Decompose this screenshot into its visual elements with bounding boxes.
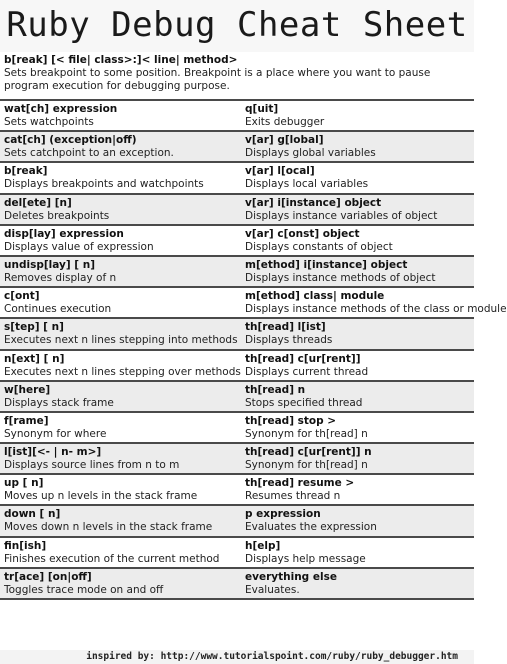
left-entry bbox=[0, 101, 237, 130]
right-entry bbox=[237, 132, 474, 161]
table-row bbox=[0, 257, 474, 288]
command-description: Removes display of n bbox=[4, 271, 117, 284]
command-description: Displays breakpoints and watchpoints bbox=[4, 178, 204, 191]
command-text: f[rame] bbox=[4, 414, 49, 427]
command-text: v[ar] g[lobal] bbox=[245, 134, 324, 147]
command-description: Synonym for th[read] n bbox=[245, 459, 368, 472]
command-description: Moves down n levels in the stack frame bbox=[4, 521, 213, 534]
command-description: Displays stack frame bbox=[4, 396, 114, 409]
left-entry bbox=[0, 538, 237, 567]
command-text: fin[ish] bbox=[4, 539, 47, 552]
command-text: down [ n] bbox=[4, 508, 61, 521]
command-text: undisp[lay] [ n] bbox=[4, 258, 96, 271]
command-text: b[reak] bbox=[4, 165, 48, 178]
command-text: th[read] resume > bbox=[245, 477, 355, 490]
table-row bbox=[0, 506, 474, 537]
command-text: l[ist][<- | n- m>] bbox=[4, 446, 102, 459]
left-entry bbox=[0, 413, 237, 442]
right-entry bbox=[237, 506, 474, 535]
left-entry bbox=[0, 163, 237, 192]
command-description: Displays local variables bbox=[245, 178, 369, 191]
entry-break bbox=[0, 52, 474, 101]
command-text: w[here] bbox=[4, 383, 51, 396]
left-entry bbox=[0, 382, 237, 411]
command-text: up [ n] bbox=[4, 477, 44, 490]
command-description: Sets catchpoint to an exception. bbox=[4, 147, 174, 160]
command-text: th[read] l[ist] bbox=[245, 321, 326, 334]
command-text: n[ext] [ n] bbox=[4, 352, 65, 365]
command-description: Displays instance methods of the class or module bbox=[245, 303, 507, 316]
table-row bbox=[0, 195, 474, 226]
command-text: v[ar] l[ocal] bbox=[245, 165, 315, 178]
left-entry bbox=[0, 319, 237, 348]
left-entry bbox=[0, 132, 237, 161]
command-text: c[ont] bbox=[4, 290, 40, 303]
command-description: Displays threads bbox=[245, 334, 333, 347]
table-row bbox=[0, 413, 474, 444]
command-text: th[read] n bbox=[245, 383, 306, 396]
command-description: Evaluates. bbox=[245, 583, 300, 596]
command-table bbox=[0, 101, 507, 650]
command-description: Executes next n lines stepping over methods bbox=[4, 365, 241, 378]
right-entry bbox=[237, 163, 474, 192]
command-description: Executes next n lines stepping into methods bbox=[4, 334, 238, 347]
right-entry bbox=[237, 195, 474, 224]
command-description: Evaluates the expression bbox=[245, 521, 377, 534]
page-title: Ruby Debug Cheat Sheet bbox=[0, 0, 474, 52]
command-text: h[elp] bbox=[245, 539, 281, 552]
right-entry bbox=[237, 382, 474, 411]
left-entry bbox=[0, 506, 237, 535]
left-entry bbox=[0, 288, 237, 317]
command-text: q[uit] bbox=[245, 103, 279, 115]
command-text: cat[ch] (exception|off) bbox=[4, 134, 137, 147]
right-entry bbox=[237, 288, 507, 317]
right-entry bbox=[237, 444, 474, 473]
table-row bbox=[0, 475, 474, 506]
command-text: p expression bbox=[245, 508, 321, 521]
command-text: th[read] stop > bbox=[245, 414, 337, 427]
table-row bbox=[0, 444, 474, 475]
table-row bbox=[0, 382, 474, 413]
command-description: Sets breakpoint to some position. Breakpoint is a place where you want to pause program execution for debugging purpose. bbox=[4, 67, 431, 92]
command-description: Sets watchpoints bbox=[4, 116, 94, 128]
command-description: Displays global variables bbox=[245, 147, 376, 160]
command-description: Displays instance methods of object bbox=[245, 271, 436, 284]
table-row bbox=[0, 226, 474, 257]
right-entry bbox=[237, 319, 474, 348]
command-text: tr[ace] [on|off] bbox=[4, 570, 92, 583]
footer-credit: inspired by: http://www.tutorialspoint.com/ruby/ruby_debugger.htm bbox=[0, 650, 474, 664]
command-description: Resumes thread n bbox=[245, 490, 341, 503]
right-entry bbox=[237, 226, 474, 255]
command-text: disp[lay] expression bbox=[4, 227, 124, 240]
left-entry bbox=[0, 195, 237, 224]
command-description: Synonym for where bbox=[4, 427, 107, 440]
left-entry bbox=[0, 569, 237, 598]
table-row bbox=[0, 288, 507, 319]
left-entry bbox=[0, 257, 237, 286]
table-row bbox=[0, 319, 474, 350]
right-entry bbox=[237, 475, 474, 504]
right-entry bbox=[237, 351, 474, 380]
right-entry bbox=[237, 538, 474, 567]
command-description: Moves up n levels in the stack frame bbox=[4, 490, 198, 503]
command-description: Displays source lines from n to m bbox=[4, 459, 180, 472]
command-text: th[read] c[ur[rent]] n bbox=[245, 446, 372, 459]
command-text: m[ethod] class| module bbox=[245, 290, 385, 303]
command-text: s[tep] [ n] bbox=[4, 321, 64, 334]
table-row bbox=[0, 163, 474, 194]
command-text: m[ethod] i[instance] object bbox=[245, 258, 408, 271]
left-entry bbox=[0, 475, 237, 504]
command-description: Synonym for th[read] n bbox=[245, 427, 368, 440]
command-text: wat[ch] expression bbox=[4, 103, 118, 115]
command-description: Displays value of expression bbox=[4, 240, 154, 253]
table-row bbox=[0, 132, 474, 163]
left-entry bbox=[0, 351, 241, 380]
command-description: Continues execution bbox=[4, 303, 112, 316]
command-description: Displays constants of object bbox=[245, 240, 393, 253]
command-description: Displays current thread bbox=[245, 365, 369, 378]
command-text: v[ar] c[onst] object bbox=[245, 227, 360, 240]
left-entry bbox=[0, 444, 237, 473]
command-text: v[ar] i[instance] object bbox=[245, 196, 382, 209]
command-text: th[read] c[ur[rent]] bbox=[245, 352, 361, 365]
right-entry bbox=[237, 257, 474, 286]
command-description: Stops specified thread bbox=[245, 396, 363, 409]
table-row bbox=[0, 351, 474, 382]
command-description: Exits debugger bbox=[245, 116, 325, 128]
table-row bbox=[0, 538, 474, 569]
table-row bbox=[0, 101, 474, 132]
right-entry bbox=[237, 569, 474, 598]
command-text: everything else bbox=[245, 570, 337, 583]
command-description: Displays help message bbox=[245, 552, 366, 565]
left-entry bbox=[0, 226, 237, 255]
command-text: b[reak] [< file| class>:]< line| method> bbox=[4, 54, 238, 66]
command-description: Displays instance variables of object bbox=[245, 209, 438, 222]
command-description: Finishes execution of the current method bbox=[4, 552, 220, 565]
table-row bbox=[0, 569, 474, 600]
right-entry bbox=[237, 413, 474, 442]
right-entry bbox=[237, 101, 474, 130]
command-description: Toggles trace mode on and off bbox=[4, 583, 164, 596]
command-text: del[ete] [n] bbox=[4, 196, 72, 209]
command-description: Deletes breakpoints bbox=[4, 209, 110, 222]
